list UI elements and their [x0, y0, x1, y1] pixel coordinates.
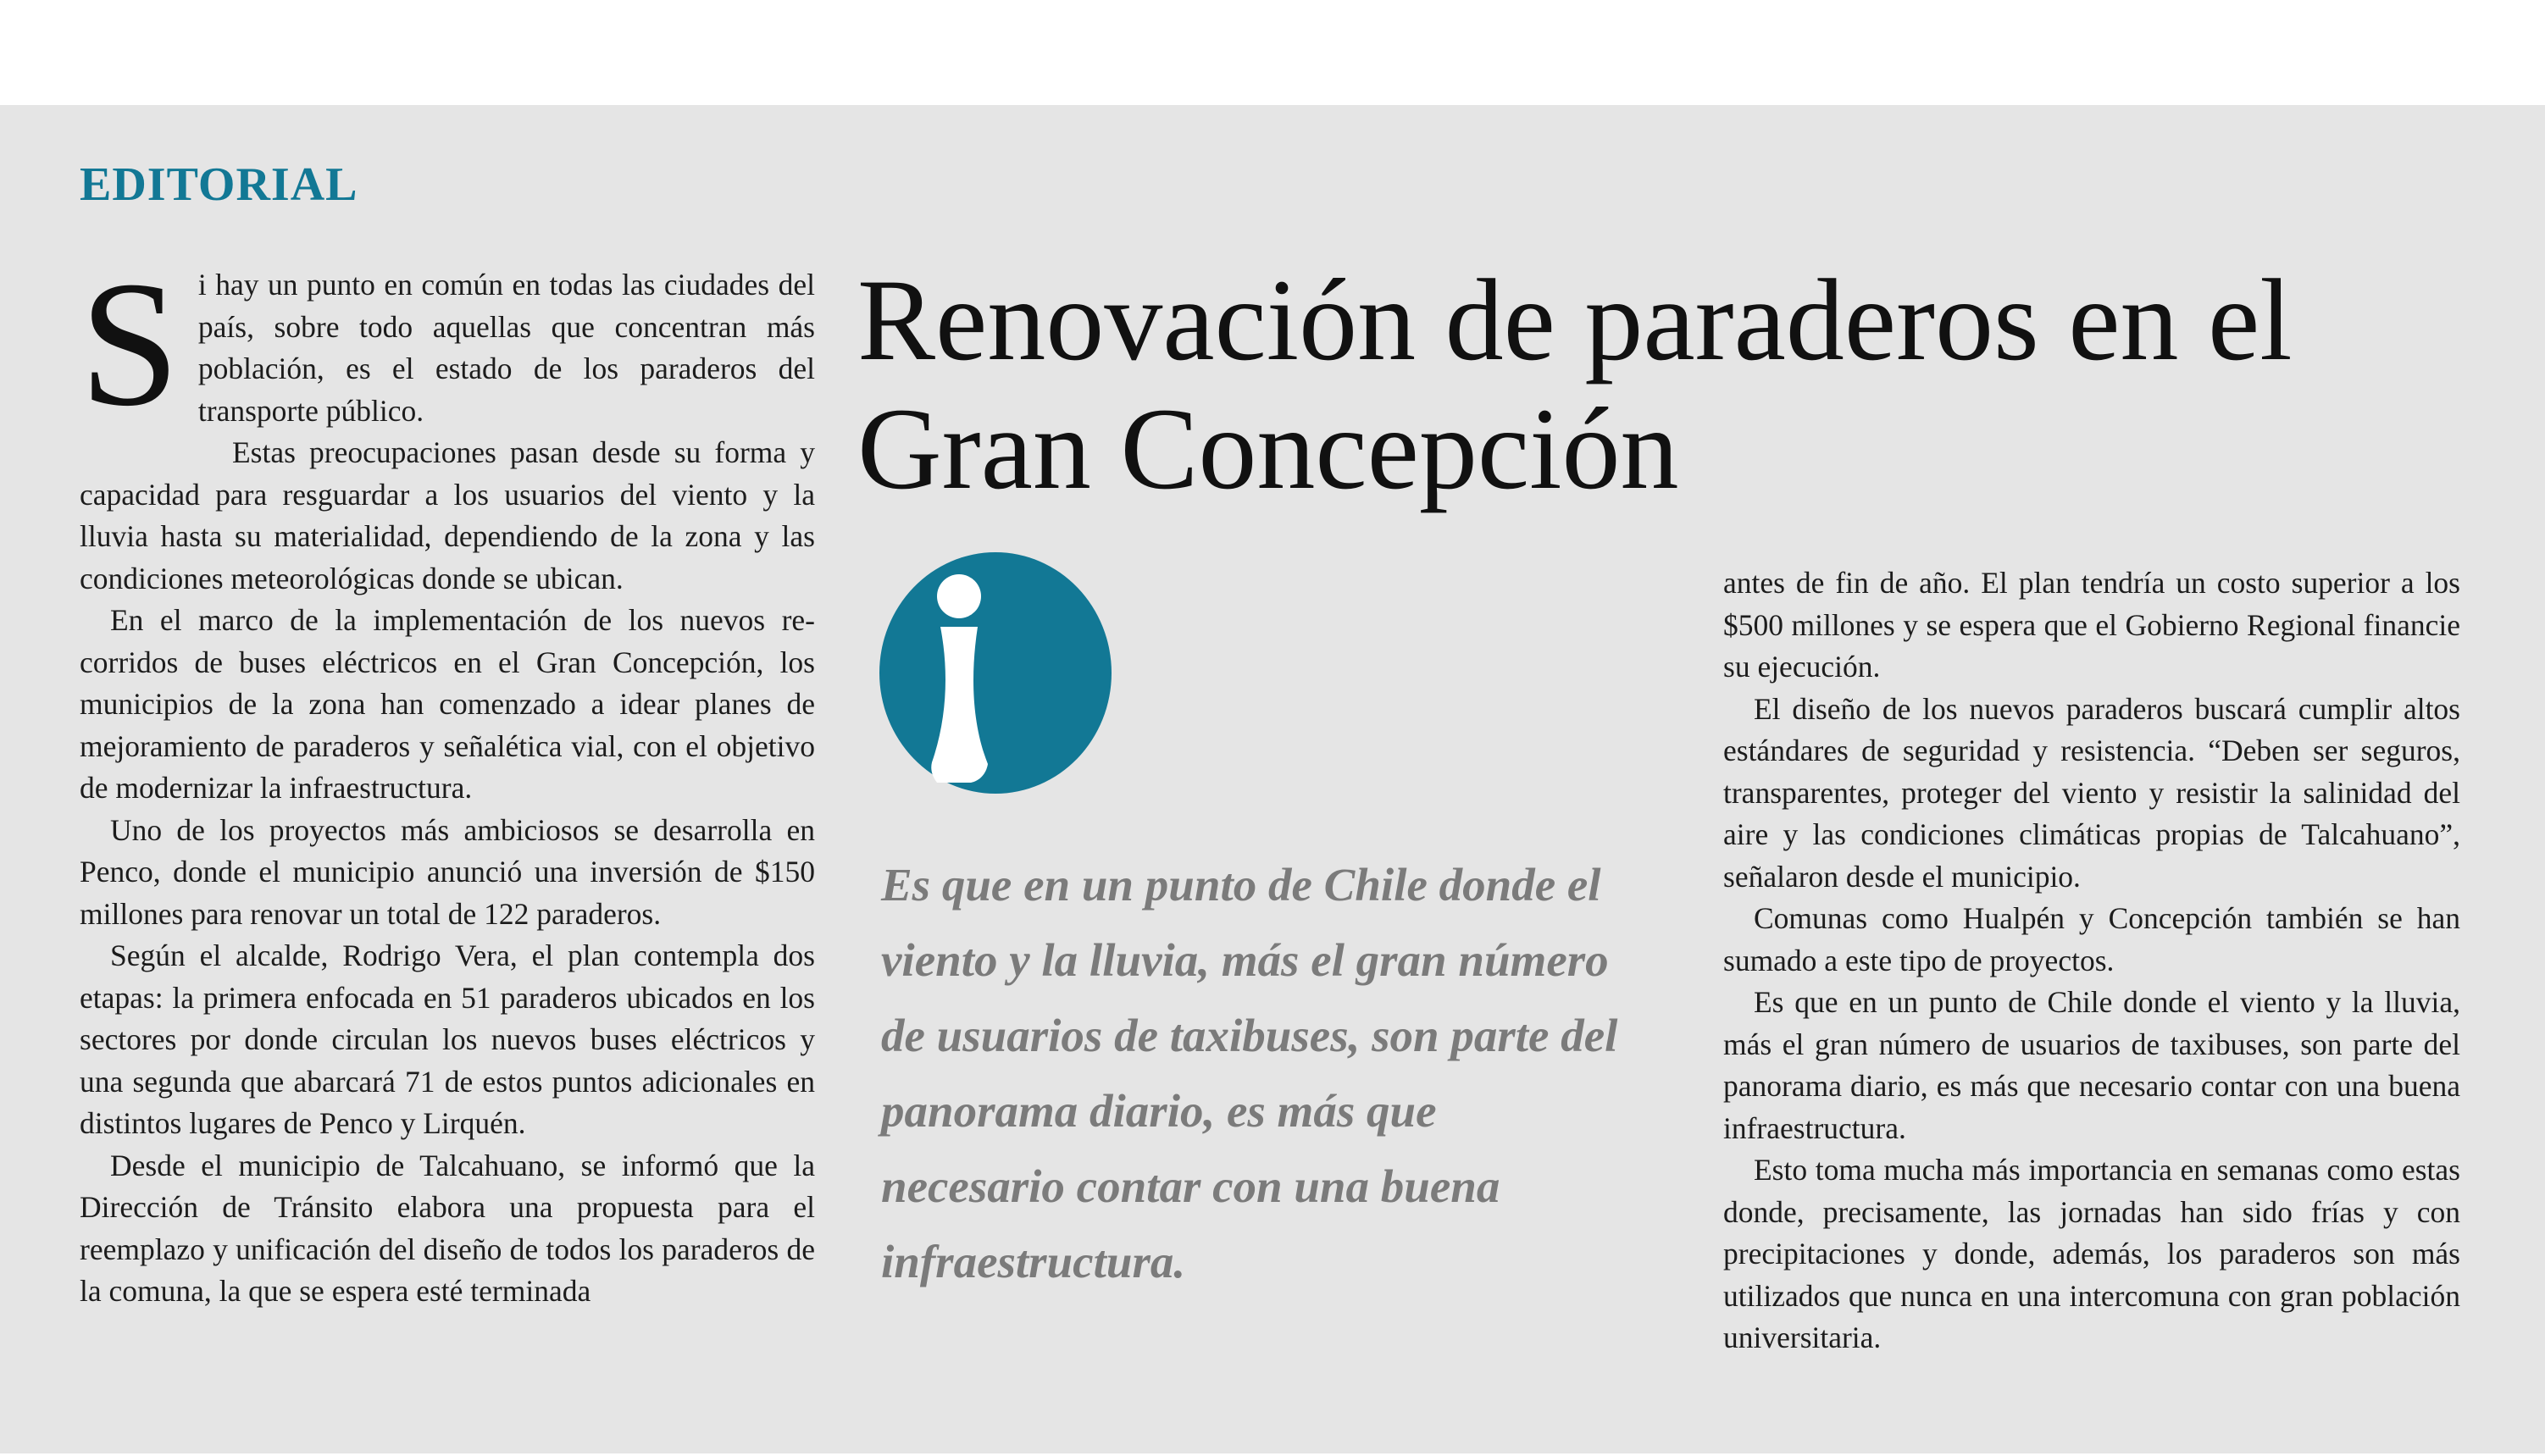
left-column [80, 244, 815, 1313]
article-paragraph: Es que en un punto de Chile donde el viento y la lluvia, más el gran número de usuarios de taxibuses, son parte del panorama diario, es más que necesario contar con una buena infraestructura. [1723, 985, 2460, 1145]
headline: Renovación de paraderos en el Gran Concepción [857, 255, 2293, 513]
article-paragraph: Según el alcalde, Rodrigo Vera, el plan contempla dos etapas: la primera enfocada en 51 paraderos ubicados en los sectores por donde circulan los nuevos buses eléctricos y una segunda que abarcará 71 de estos puntos adicionales en distintos lugares de Penco y Lirquén. [80, 938, 815, 1140]
info-icon-circle [879, 552, 1112, 794]
paragraph-text: i hay un punto en común en todas las ciudades del país, sobre todo aquellas que concentran más población, es el estado de los paraderos del transporte público. [197, 268, 815, 428]
article-paragraph: Esto toma mucha más importancia en semanas como estas donde, precisamente, las jornadas han sido frías y con precipitaciones y donde, además, los paraderos son más utilizados que nunca en una intercomuna con gran población universitaria. [1723, 1153, 2460, 1354]
info-icon-dot [937, 574, 981, 618]
article-paragraph: Desde el municipio de Talcahuano, se informó que la Dirección de Tránsito elabora una propuesta para el reemplazo y unificación del diseño de todos los paraderos de la comuna, la que se espera esté terminada [80, 1148, 815, 1308]
article-paragraph: Estas preocupaciones pasan desde su forma y capacidad para resguardar a los usuarios del viento y la lluvia hasta su materialidad, dependiendo de la zona y las condiciones meteorológicas donde se ubican. [80, 435, 815, 595]
info-icon [879, 552, 1112, 794]
section-label: EDITORIAL [80, 158, 358, 211]
article-paragraph: antes de fin de año. El plan tendría un costo superior a los $500 millones y se espera que el Gobierno Regional financie su ejecución. [1723, 566, 2460, 684]
right-column [1723, 562, 2460, 1359]
article-paragraph: Uno de los proyectos más ambiciosos se desarrolla en Penco, donde el municipio anunció una inversión de $150 millones para renovar un total de 122 paraderos. [80, 812, 815, 931]
article-paragraph: En el marco de la implementación de los nuevos recorridos de buses eléctricos en el Gran Concepción, los municipios de la zona han comenzado a idear planes de mejoramiento de paraderos y señalética vial, con el objetivo de modernizar la infraestructura. [80, 603, 815, 805]
pull-quote: Es que en un punto de Chile donde el viento y la lluvia, más el gran número de usuarios de taxibuses, son parte del panorama diario, es más que necesario contar con una buena infraestructura. [881, 859, 1618, 1287]
drop-cap: S [80, 244, 180, 443]
article-paragraph: El diseño de los nuevos paraderos buscará cumplir altos estándares de seguridad y resistencia. “Deben ser seguros, transparentes, proteger del viento y resistir la salinidad del aire y las condiciones climáticas propias de Talcahuano”, señalaron desde el municipio. [1723, 691, 2460, 894]
article-paragraph: Comunas como Hualpén y Concepción también se han sumado a este tipo de proyectos. [1723, 901, 2460, 977]
article-paragraph [80, 244, 815, 443]
